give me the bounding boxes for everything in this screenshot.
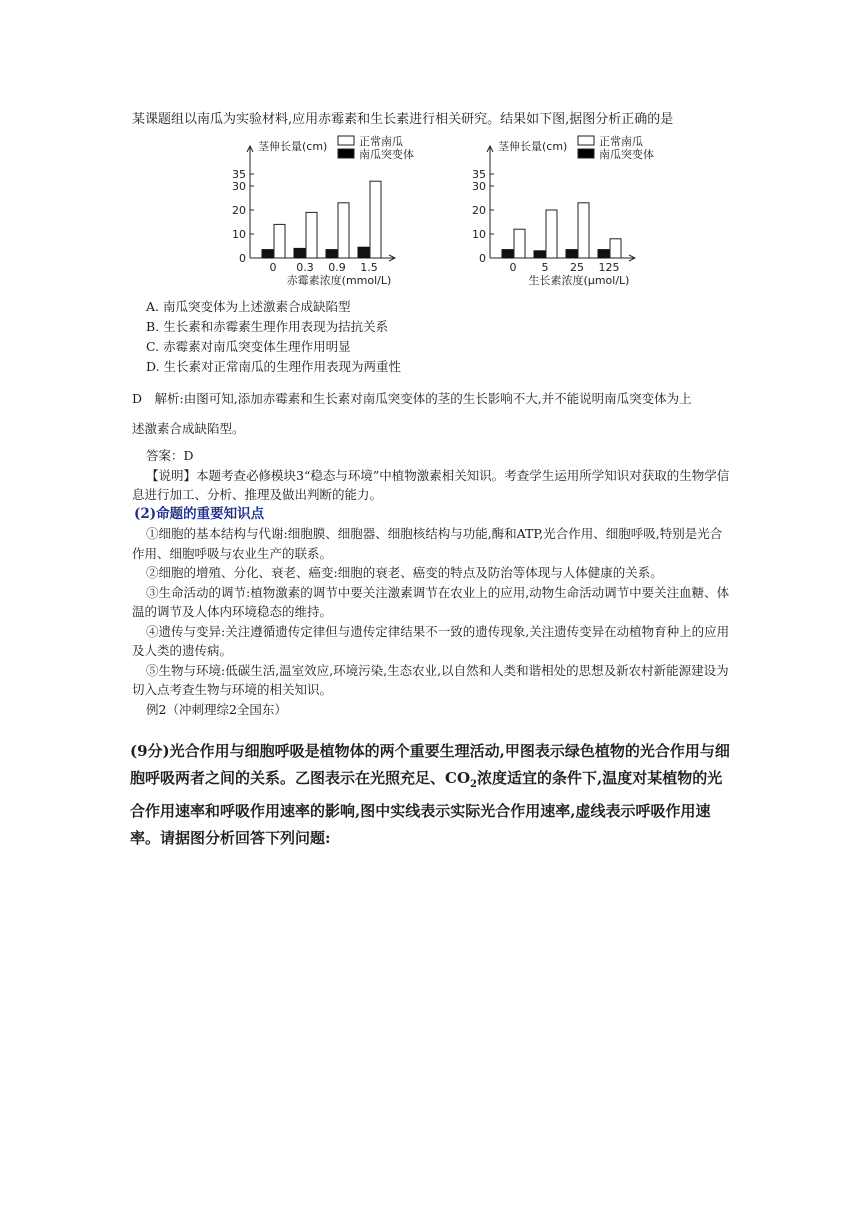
- answer-options: [146, 297, 401, 377]
- analysis-line-2: 述激素合成缺陷型。: [132, 421, 245, 436]
- y-tick-label: 20: [472, 204, 486, 217]
- x-axis-label: 生长素浓度(μmol/L): [528, 274, 630, 287]
- option-d: D. 生长素对正常南瓜的生理作用表现为两重性: [146, 359, 402, 374]
- y-tick-label: 20: [232, 204, 246, 217]
- option-b: B. 生长素和赤霉素生理作用表现为拮抗关系: [146, 319, 389, 334]
- bar-normal: [370, 181, 381, 258]
- knowledge-point-3: ③生命活动的调节:植物激素的调节中要关注激素调节在农业上的应用,动物生命活动调节中要关注血糖、体温的调节及人体内环境稳态的维持。: [132, 584, 730, 619]
- x-tick-label: 125: [598, 261, 620, 274]
- y-tick-label: 35: [472, 168, 486, 181]
- legend-swatch: [578, 136, 594, 145]
- bar-normal: [610, 239, 621, 258]
- bar-normal: [514, 229, 525, 258]
- bar-normal: [338, 203, 349, 258]
- y-tick-label: 30: [472, 180, 486, 193]
- gibberellin-chart-svg: [228, 132, 478, 287]
- knowledge-point-5: ⑤生物与环境:低碳生活,温室效应,环境污染,生态农业,以自然和人类和谐相处的思想及新农村新能源建设为切入点考查生物与环境的相关知识。: [132, 662, 729, 697]
- co2-subscript: 2: [470, 779, 477, 790]
- auxin-chart: [468, 132, 718, 287]
- example-heading: 例2（冲刺理综2全国东）: [146, 701, 287, 717]
- question-2: [130, 738, 735, 852]
- bar-normal: [274, 224, 285, 258]
- bar-mutant: [326, 250, 337, 258]
- question-intro: 某课题组以南瓜为实验材料,应用赤霉素和生长素进行相关研究。结果如下图,据图分析正确的是: [132, 112, 674, 127]
- x-tick-label: 0: [509, 261, 517, 274]
- section-subheading: (2)命题的重要知识点: [134, 505, 265, 522]
- answer-line: 答案：D: [146, 448, 194, 463]
- legend-swatch: [338, 136, 354, 145]
- explanation-section: [132, 446, 732, 719]
- legend-label: 南瓜突变体: [599, 148, 654, 161]
- y-tick-label: 10: [472, 228, 486, 241]
- question-2-part-2: 浓度适宜的条件下,温度对某植物的光合作用速率和呼吸作用速率的影响,图中实线表示实际光合作用速率,虚线表示呼吸作用速率。请据图分析回答下列问题:: [130, 769, 723, 847]
- option-c: C. 赤霉素对南瓜突变体生理作用明显: [146, 339, 351, 354]
- explanation-text: 【说明】本题考查必修模块3“稳态与环境”中植物激素相关知识。考查学生运用所学知识对获取的生物学信息进行加工、分析、推理及做出判断的能力。: [132, 467, 730, 502]
- bar-mutant: [262, 250, 273, 258]
- bar-normal: [306, 212, 317, 258]
- x-tick-label: 0.3: [296, 261, 314, 274]
- x-tick-label: 25: [570, 261, 584, 274]
- bar-normal: [578, 203, 589, 258]
- bar-mutant: [566, 250, 577, 258]
- legend-label: 正常南瓜: [599, 135, 643, 148]
- analysis: [132, 384, 732, 444]
- bar-mutant: [502, 250, 513, 258]
- bar-mutant: [358, 247, 369, 258]
- y-tick-label: 0: [479, 252, 486, 265]
- x-tick-label: 0: [269, 261, 277, 274]
- y-axis-label: 茎伸长量(cm): [498, 140, 568, 153]
- bar-mutant: [598, 250, 609, 258]
- y-tick-label: 35: [232, 168, 246, 181]
- legend-swatch: [338, 149, 354, 158]
- x-tick-label: 0.9: [328, 261, 346, 274]
- y-tick-label: 0: [239, 252, 246, 265]
- figure: [228, 132, 698, 292]
- question-2-part-1: (9分)光合作用与细胞呼吸是植物体的两个重要生理活动,甲图表示绿色植物的光合作用与细胞呼吸两者之间的关系。乙图表示在光照充足、CO: [130, 742, 730, 787]
- legend-swatch: [578, 149, 594, 158]
- y-tick-label: 10: [232, 228, 246, 241]
- x-axis-label: 赤霉素浓度(mmol/L): [286, 274, 392, 287]
- question-2-text: [130, 738, 735, 852]
- bar-mutant: [294, 248, 305, 258]
- option-a: A. 南瓜突变体为上述激素合成缺陷型: [146, 299, 351, 314]
- knowledge-point-1: ①细胞的基本结构与代谢:细胞膜、细胞器、细胞核结构与功能,酶和ATP,光合作用、细胞呼吸,特别是光合作用、细胞呼吸与农业生产的联系。: [132, 526, 723, 561]
- bar-normal: [546, 210, 557, 258]
- legend-label: 正常南瓜: [359, 135, 403, 148]
- analysis-line-1: D 解析:由图可知,添加赤霉素和生长素对南瓜突变体的茎的生长影响不大,并不能说明南瓜突变体为上: [132, 391, 692, 406]
- knowledge-point-2: ②细胞的增殖、分化、衰老、癌变:细胞的衰老、癌变的特点及防治等体现与人体健康的关系。: [146, 565, 663, 580]
- bar-mutant: [534, 251, 545, 258]
- x-tick-label: 1.5: [360, 261, 378, 274]
- y-axis-label: 茎伸长量(cm): [258, 140, 328, 153]
- auxin-chart-svg: [468, 132, 718, 287]
- legend-label: 南瓜突变体: [359, 148, 414, 161]
- x-tick-label: 5: [541, 261, 549, 274]
- y-tick-label: 30: [232, 180, 246, 193]
- gibberellin-chart: [228, 132, 478, 287]
- knowledge-point-4: ④遗传与变异:关注遵循遗传定律但与遗传定律结果不一致的遗传现象,关注遗传变异在动植物育种上的应用及人类的遗传病。: [132, 623, 730, 658]
